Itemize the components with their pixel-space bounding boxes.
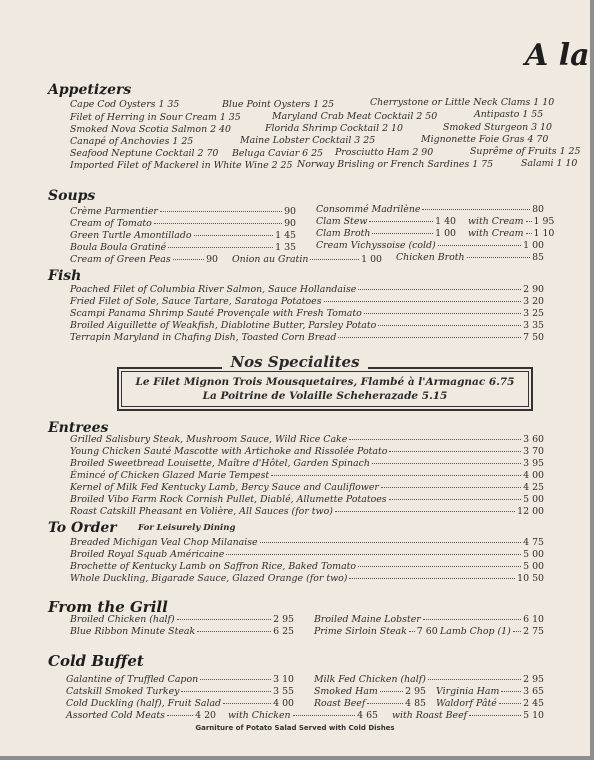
entree-item: Grilled Salisbury Steak, Mushroom Sauce, Wild Rice Cake 3 60 bbox=[70, 434, 544, 445]
heading-to-order: To Order bbox=[48, 520, 117, 536]
entree-item: Broiled Sweetbread Louisette, Maître d'Hôtel, Garden Spinach 3 95 bbox=[70, 458, 544, 469]
cold-buffet-item: Assorted Cold Meats 4 20 bbox=[66, 710, 216, 721]
appetizer-item: Beluga Caviar 6 25 bbox=[232, 148, 324, 159]
grill-item: Broiled Chicken (half) 2 95 bbox=[70, 614, 294, 625]
entree-item: Kernel of Milk Fed Kentucky Lamb, Bercy Sauce and Cauliflower 4 25 bbox=[70, 482, 544, 493]
appetizer-item: Filet of Herring in Sour Cream 1 35 bbox=[70, 112, 241, 123]
entree-item: Roast Catskill Pheasant en Volière, All Sauces (for two) 12 00 bbox=[70, 506, 544, 517]
entree-item: Broiled Vibo Farm Rock Cornish Pullet, Diablé, Allumette Potatoes 5 00 bbox=[70, 494, 544, 505]
cold-buffet-item: Smoked Ham 2 95 bbox=[314, 686, 426, 697]
cold-buffet-item: Catskill Smoked Turkey 3 55 bbox=[66, 686, 294, 697]
cold-buffet-item: with Chicken 4 65 bbox=[228, 710, 378, 721]
appetizer-item: Smoked Sturgeon 3 10 bbox=[443, 122, 552, 133]
heading-entrees: Entrees bbox=[48, 420, 109, 436]
entree-item: Émincé of Chicken Glazed Marie Tempest 4 00 bbox=[70, 470, 544, 481]
appetizer-item: Blue Point Oysters 1 25 bbox=[222, 99, 335, 110]
appetizer-item: Imported Filet of Mackerel in White Wine 2 25 bbox=[70, 160, 293, 171]
heading-cold-buffet: Cold Buffet bbox=[48, 652, 144, 670]
appetizer-item: Cherrystone or Little Neck Clams 1 10 bbox=[370, 97, 555, 108]
soup-item: Chicken Broth 85 bbox=[396, 252, 544, 263]
cold-buffet-item: Virginia Ham 3 65 bbox=[436, 686, 544, 697]
soup-item: with Cream 1 10 bbox=[468, 228, 555, 239]
appetizer-item: Antipasto 1 55 bbox=[474, 109, 544, 120]
cold-buffet-item: Galantine of Truffled Capon 3 10 bbox=[66, 674, 294, 685]
appetizer-item: Canapé of Anchovies 1 25 bbox=[70, 136, 194, 147]
heading-specialites: Nos Specialites bbox=[0, 352, 590, 371]
cold-buffet-item: Roast Beef 4 85 bbox=[314, 698, 426, 709]
to-order-item: Broiled Royal Squab Américaine 5 00 bbox=[70, 549, 544, 560]
specialite-item: La Poitrine de Volaille Scheherazade 5.15 bbox=[202, 390, 448, 402]
appetizer-item: Cape Cod Oysters 1 35 bbox=[70, 99, 180, 110]
footer-note: Garniture of Potato Salad Served with Cold Dishes bbox=[195, 724, 395, 732]
grill-item: Prime Sirloin Steak 7 60 bbox=[314, 626, 438, 637]
soup-item: Clam Stew 1 40 bbox=[316, 216, 456, 227]
appetizer-item: Suprême of Fruits 1 25 bbox=[470, 146, 581, 157]
cold-buffet-item: with Roast Beef 5 10 bbox=[392, 710, 544, 721]
cold-buffet-item: Waldorf Pâté 2 45 bbox=[436, 698, 544, 709]
appetizer-item: Maryland Crab Meat Cocktail 2 50 bbox=[272, 111, 438, 122]
appetizer-item: Florida Shrimp Cocktail 2 10 bbox=[265, 123, 403, 134]
soup-item: Green Turtle Amontillado 1 45 bbox=[70, 230, 296, 241]
appetizer-item: Salami 1 10 bbox=[521, 158, 578, 169]
appetizer-item: Norway Brisling or French Sardines 1 75 bbox=[297, 159, 494, 170]
soup-item: Onion au Gratin 1 00 bbox=[232, 254, 382, 265]
entree-item: Young Chicken Sauté Mascotte with Artichoke and Rissolée Potato 3 70 bbox=[70, 446, 544, 457]
appetizer-item: Mignonette Foie Gras 4 70 bbox=[421, 134, 549, 145]
soup-item: Cream Vichyssoise (cold) 1 00 bbox=[316, 240, 544, 251]
appetizer-item: Maine Lobster Cocktail 3 25 bbox=[240, 135, 376, 146]
soup-item: Cream of Tomato 90 bbox=[70, 218, 296, 229]
to-order-note: For Leisurely Dining bbox=[138, 523, 236, 533]
to-order-item: Whole Duckling, Bigarade Sauce, Glazed Orange (for two) 10 50 bbox=[70, 573, 544, 584]
fish-item: Scampi Panama Shrimp Sauté Provençale with Fresh Tomato 3 25 bbox=[70, 308, 544, 319]
grill-item: Lamb Chop (1) 2 75 bbox=[440, 626, 544, 637]
cold-buffet-item: Cold Duckling (half), Fruit Salad 4 00 bbox=[66, 698, 294, 709]
fish-item: Terrapin Maryland in Chafing Dish, Toasted Corn Bread 7 50 bbox=[70, 332, 544, 343]
grill-item: Blue Ribbon Minute Steak 6 25 bbox=[70, 626, 294, 637]
heading-soups: Soups bbox=[48, 188, 96, 204]
page-title: A la bbox=[525, 38, 590, 73]
appetizer-item: Prosciutto Ham 2 90 bbox=[335, 147, 434, 158]
soup-item: Clam Broth 1 00 bbox=[316, 228, 456, 239]
specialites-box bbox=[117, 367, 533, 411]
fish-item: Broiled Aiguillette of Weakfish, Diablotine Butter, Parsley Potato 3 35 bbox=[70, 320, 544, 331]
cold-buffet-item: Milk Fed Chicken (half) 2 95 bbox=[314, 674, 544, 685]
appetizer-item: Seafood Neptune Cocktail 2 70 bbox=[70, 148, 219, 159]
to-order-item: Breaded Michigan Veal Chop Milanaise 4 75 bbox=[70, 537, 544, 548]
appetizer-item: Smoked Nova Scotia Salmon 2 40 bbox=[70, 124, 231, 135]
heading-fish: Fish bbox=[48, 268, 82, 284]
fish-item: Fried Filet of Sole, Sauce Tartare, Saratoga Potatoes 3 20 bbox=[70, 296, 544, 307]
soup-item: Consommé Madrilène 80 bbox=[316, 204, 544, 215]
soup-item: with Cream 1 95 bbox=[468, 216, 555, 227]
heading-appetizers: Appetizers bbox=[48, 82, 132, 98]
specialite-item: Le Filet Mignon Trois Mousquetaires, Flambé à l'Armagnac 6.75 bbox=[135, 376, 515, 388]
to-order-item: Brochette of Kentucky Lamb on Saffron Rice, Baked Tomato 5 00 bbox=[70, 561, 544, 572]
heading-grill: From the Grill bbox=[48, 598, 168, 616]
fish-item: Poached Filet of Columbia River Salmon, Sauce Hollandaise 2 90 bbox=[70, 284, 544, 295]
soup-item: Crème Parmentier 90 bbox=[70, 206, 296, 217]
grill-item: Broiled Maine Lobster 6 10 bbox=[314, 614, 544, 625]
soup-item: Boula Boula Gratiné 1 35 bbox=[70, 242, 296, 253]
soup-item: Cream of Green Peas 90 bbox=[70, 254, 218, 265]
